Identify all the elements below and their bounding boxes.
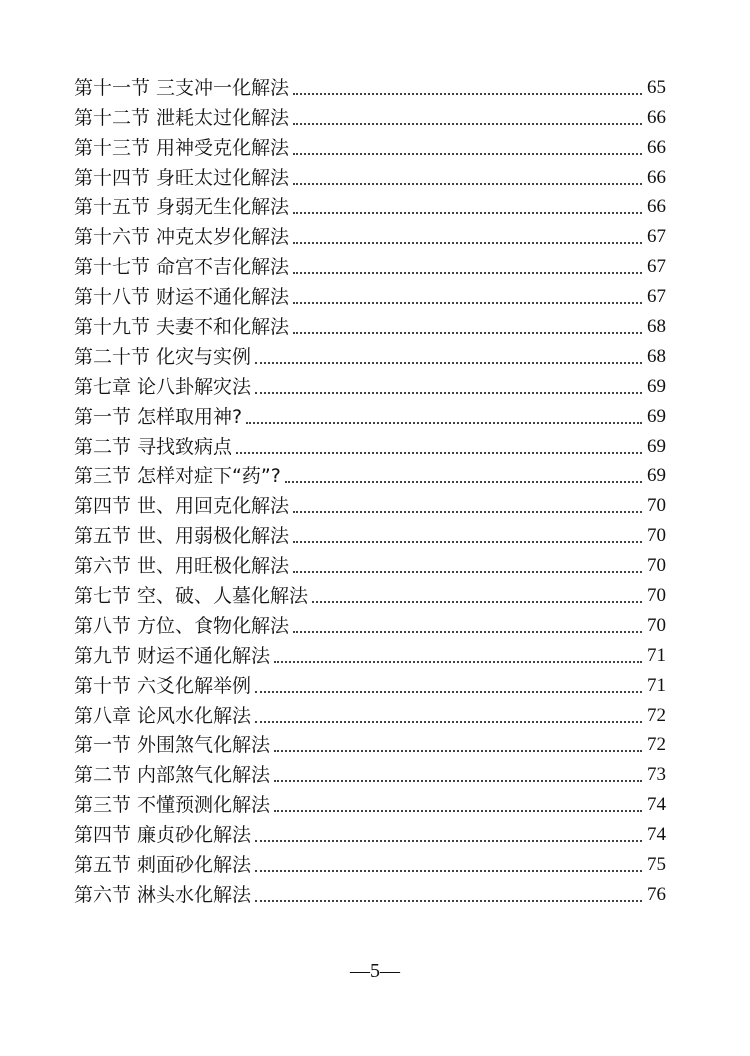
toc-entry-page: 71 [647,674,666,696]
toc-entry-title: 第一节 外围煞气化解法 [74,734,271,757]
toc-entry-page: 66 [647,166,666,188]
toc-dot-leader [293,182,642,185]
toc-entry-title: 第三节 不懂预测化解法 [74,794,271,817]
toc-entry-title: 第五节 刺面砂化解法 [74,854,252,877]
toc-entry [74,578,666,608]
toc-dot-leader [246,421,642,424]
toc-entry-title: 第八节 方位、食物化解法 [74,614,290,637]
toc-entry-title: 第七章 论八卦解灾法 [74,375,252,398]
toc-entry-title: 第十八节 财运不通化解法 [74,286,290,309]
toc-entry-title: 第十五节 身弱无生化解法 [74,196,290,219]
toc-dot-leader [293,122,642,125]
toc-entry [74,548,666,578]
toc-dot-leader [274,779,642,782]
toc-entry [74,369,666,399]
toc-entry-title: 第四节 廉贞砂化解法 [74,824,252,847]
toc-entry-page: 67 [647,226,666,248]
toc-entry-title: 第二节 寻找致病点 [74,435,233,458]
toc-entry-title: 第六节 淋头水化解法 [74,883,252,906]
toc-entry [74,728,666,758]
toc-entry-page: 66 [647,106,666,128]
toc-entry [74,399,666,429]
toc-entry-title: 第六节 世、用旺极化解法 [74,555,290,578]
toc-entry-title: 第十一节 三支冲一化解法 [74,76,290,99]
toc-entry [74,757,666,787]
toc-entry [74,219,666,249]
toc-entry-title: 第十节 六爻化解举例 [74,674,252,697]
toc-dot-leader [255,869,642,872]
toc-dot-leader [293,540,642,543]
toc-entry-title: 第一节 怎样取用神? [74,405,243,428]
toc-entry [74,429,666,459]
toc-entry-page: 71 [647,644,666,666]
toc-dot-leader [293,241,642,244]
toc-entry [74,638,666,668]
toc-entry-title: 第四节 世、用回克化解法 [74,495,290,518]
toc-dot-leader [255,899,642,902]
toc-entry-page: 70 [647,614,666,636]
toc-entry-title: 第十三节 用神受克化解法 [74,136,290,159]
toc-entry-title: 第二节 内部煞气化解法 [74,764,271,787]
toc-dot-leader [274,749,642,752]
toc-entry [74,608,666,638]
toc-entry-title: 第十六节 冲克太岁化解法 [74,226,290,249]
toc-entry-title: 第十二节 泄耗太过化解法 [74,106,290,129]
toc-entry-page: 70 [647,555,666,577]
toc-entry [74,698,666,728]
toc-dot-leader [293,510,642,513]
toc-entry [74,668,666,698]
toc-entry-page: 72 [647,704,666,726]
toc-entry [74,160,666,190]
toc-dot-leader [274,809,642,812]
toc-entry-title: 第十四节 身旺太过化解法 [74,166,290,189]
toc-dot-leader [293,92,642,95]
toc-entry [74,459,666,489]
toc-entry-page: 69 [647,375,666,397]
toc-entry-title: 第八章 论风水化解法 [74,704,252,727]
table-of-contents [74,70,666,907]
toc-entry-title: 第七节 空、破、人墓化解法 [74,585,309,608]
toc-entry [74,817,666,847]
toc-entry-title: 第二十节 化灾与实例 [74,345,252,368]
toc-entry [74,70,666,100]
toc-entry-title: 第三节 怎样对症下“药”? [74,465,281,488]
toc-dot-leader [293,630,642,633]
toc-dot-leader [255,391,642,394]
toc-entry [74,847,666,877]
toc-dot-leader [293,301,642,304]
toc-entry [74,877,666,907]
toc-entry [74,339,666,369]
toc-entry-page: 66 [647,136,666,158]
toc-dot-leader [293,331,642,334]
toc-dot-leader [312,600,642,603]
toc-entry-page: 74 [647,794,666,816]
toc-dot-leader [236,451,642,454]
toc-dot-leader [293,152,642,155]
toc-entry [74,249,666,279]
toc-dot-leader [293,211,642,214]
toc-dot-leader [285,480,642,483]
toc-entry-page: 76 [647,883,666,905]
toc-entry-title: 第五节 世、用弱极化解法 [74,525,290,548]
toc-entry-page: 73 [647,764,666,786]
toc-entry [74,100,666,130]
toc-dot-leader [255,720,642,723]
toc-entry-title: 第九节 财运不通化解法 [74,644,271,667]
toc-entry-page: 75 [647,854,666,876]
toc-entry-page: 74 [647,824,666,846]
toc-entry-title: 第十七节 命宫不吉化解法 [74,256,290,279]
toc-entry [74,190,666,220]
toc-entry-page: 68 [647,316,666,338]
toc-entry-page: 67 [647,286,666,308]
toc-entry [74,309,666,339]
toc-entry-page: 68 [647,345,666,367]
toc-dot-leader [255,690,642,693]
toc-entry-page: 66 [647,196,666,218]
toc-entry-page: 69 [647,405,666,427]
toc-dot-leader [274,660,642,663]
toc-entry-page: 67 [647,256,666,278]
toc-entry-page: 70 [647,585,666,607]
toc-entry-page: 72 [647,734,666,756]
toc-dot-leader [255,839,642,842]
toc-entry-page: 69 [647,465,666,487]
toc-dot-leader [293,271,642,274]
toc-entry-title: 第十九节 夫妻不和化解法 [74,316,290,339]
toc-entry [74,279,666,309]
toc-entry-page: 69 [647,435,666,457]
toc-dot-leader [293,570,642,573]
toc-entry [74,787,666,817]
toc-entry [74,130,666,160]
toc-entry-page: 70 [647,495,666,517]
toc-entry [74,518,666,548]
toc-entry-page: 70 [647,525,666,547]
page-number: —5— [350,960,400,982]
toc-dot-leader [255,361,642,364]
toc-entry-page: 65 [647,76,666,98]
toc-entry [74,488,666,518]
